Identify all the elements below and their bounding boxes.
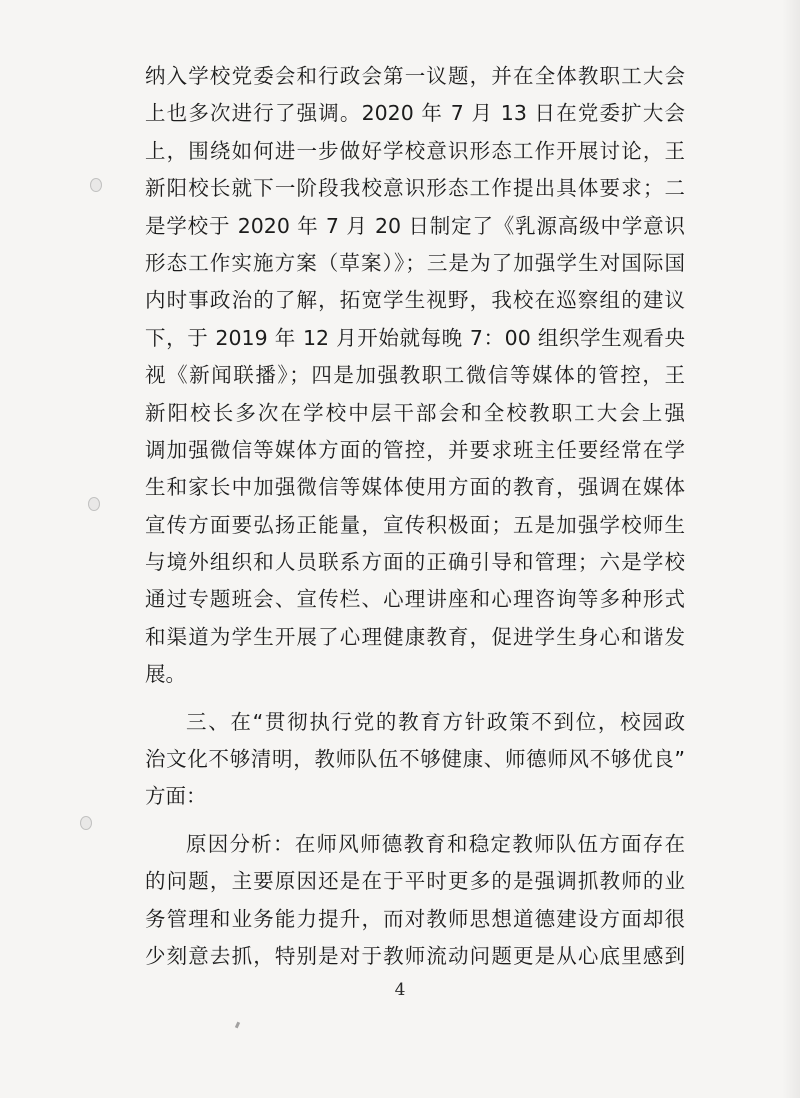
scan-speck (235, 1022, 240, 1029)
text-line: 生和家长中加强微信等媒体使用方面的教育，强调在媒体 (145, 475, 685, 500)
text-line: 调加强微信等媒体方面的管控，并要求班主任要经常在学 (145, 437, 685, 462)
paragraph-gap (145, 694, 685, 704)
binding-hole-mark (80, 816, 92, 830)
text-line: 的问题，主要原因还是在于平时更多的是强调抓教师的业 (145, 869, 685, 894)
paragraph-gap (145, 816, 685, 826)
text-line: 形态工作实施方案（草案）》；三是为了加强学生对国际国 (145, 250, 685, 275)
text-line: 展。 (145, 662, 186, 687)
section-heading-line: 治文化不够清明，教师队伍不够健康、师德师风不够优良” (145, 747, 685, 772)
text-line: 通过专题班会、宣传栏、心理讲座和心理咨询等多种形式 (145, 587, 685, 612)
text-line: 原因分析：在师风师德教育和稳定教师队伍方面存在 (186, 831, 685, 856)
text-line: 宣传方面要弘扬正能量，宣传积极面；五是加强学校师生 (145, 512, 685, 537)
document-body (145, 58, 685, 975)
text-line: 新阳校长就下一阶段我校意识形态工作提出具体要求；二 (145, 176, 685, 201)
text-line: 上也多次进行了强调。2020 年 7 月 13 日在党委扩大会 (145, 101, 685, 126)
text-line: 上，围绕如何进一步做好学校意识形态工作开展讨论，王 (145, 138, 685, 163)
text-line: 内时事政治的了解，拓宽学生视野，我校在巡察组的建议 (145, 288, 685, 313)
text-line: 务管理和业务能力提升，而对教师思想道德建设方面却很 (145, 906, 685, 931)
text-line: 是学校于 2020 年 7 月 20 日制定了《乳源高级中学意识 (145, 213, 685, 238)
text-line: 纳入学校党委会和行政会第一议题，并在全体教职工大会 (145, 64, 685, 88)
binding-hole-mark (90, 178, 102, 192)
section-heading-line: 方面： (145, 784, 207, 809)
section-heading-line: 三、在“贯彻执行党的教育方针政策不到位，校园政 (186, 709, 685, 734)
text-line: 下，于 2019 年 12 月开始就每晚 7：00 组织学生观看央 (145, 325, 685, 350)
scan-shadow (782, 0, 800, 1098)
text-line: 与境外组织和人员联系方面的正确引导和管理；六是学校 (145, 550, 685, 575)
page-number: 4 (394, 980, 406, 1000)
text-line: 新阳校长多次在学校中层干部会和全校教职工大会上强 (145, 400, 685, 425)
text-line: 和渠道为学生开展了心理健康教育，促进学生身心和谐发 (145, 624, 685, 649)
text-line: 视《新闻联播》；四是加强教职工微信等媒体的管控，王 (145, 363, 685, 388)
binding-hole-mark (88, 497, 100, 511)
text-line: 少刻意去抓，特别是对于教师流动问题更是从心底里感到 (145, 943, 685, 968)
